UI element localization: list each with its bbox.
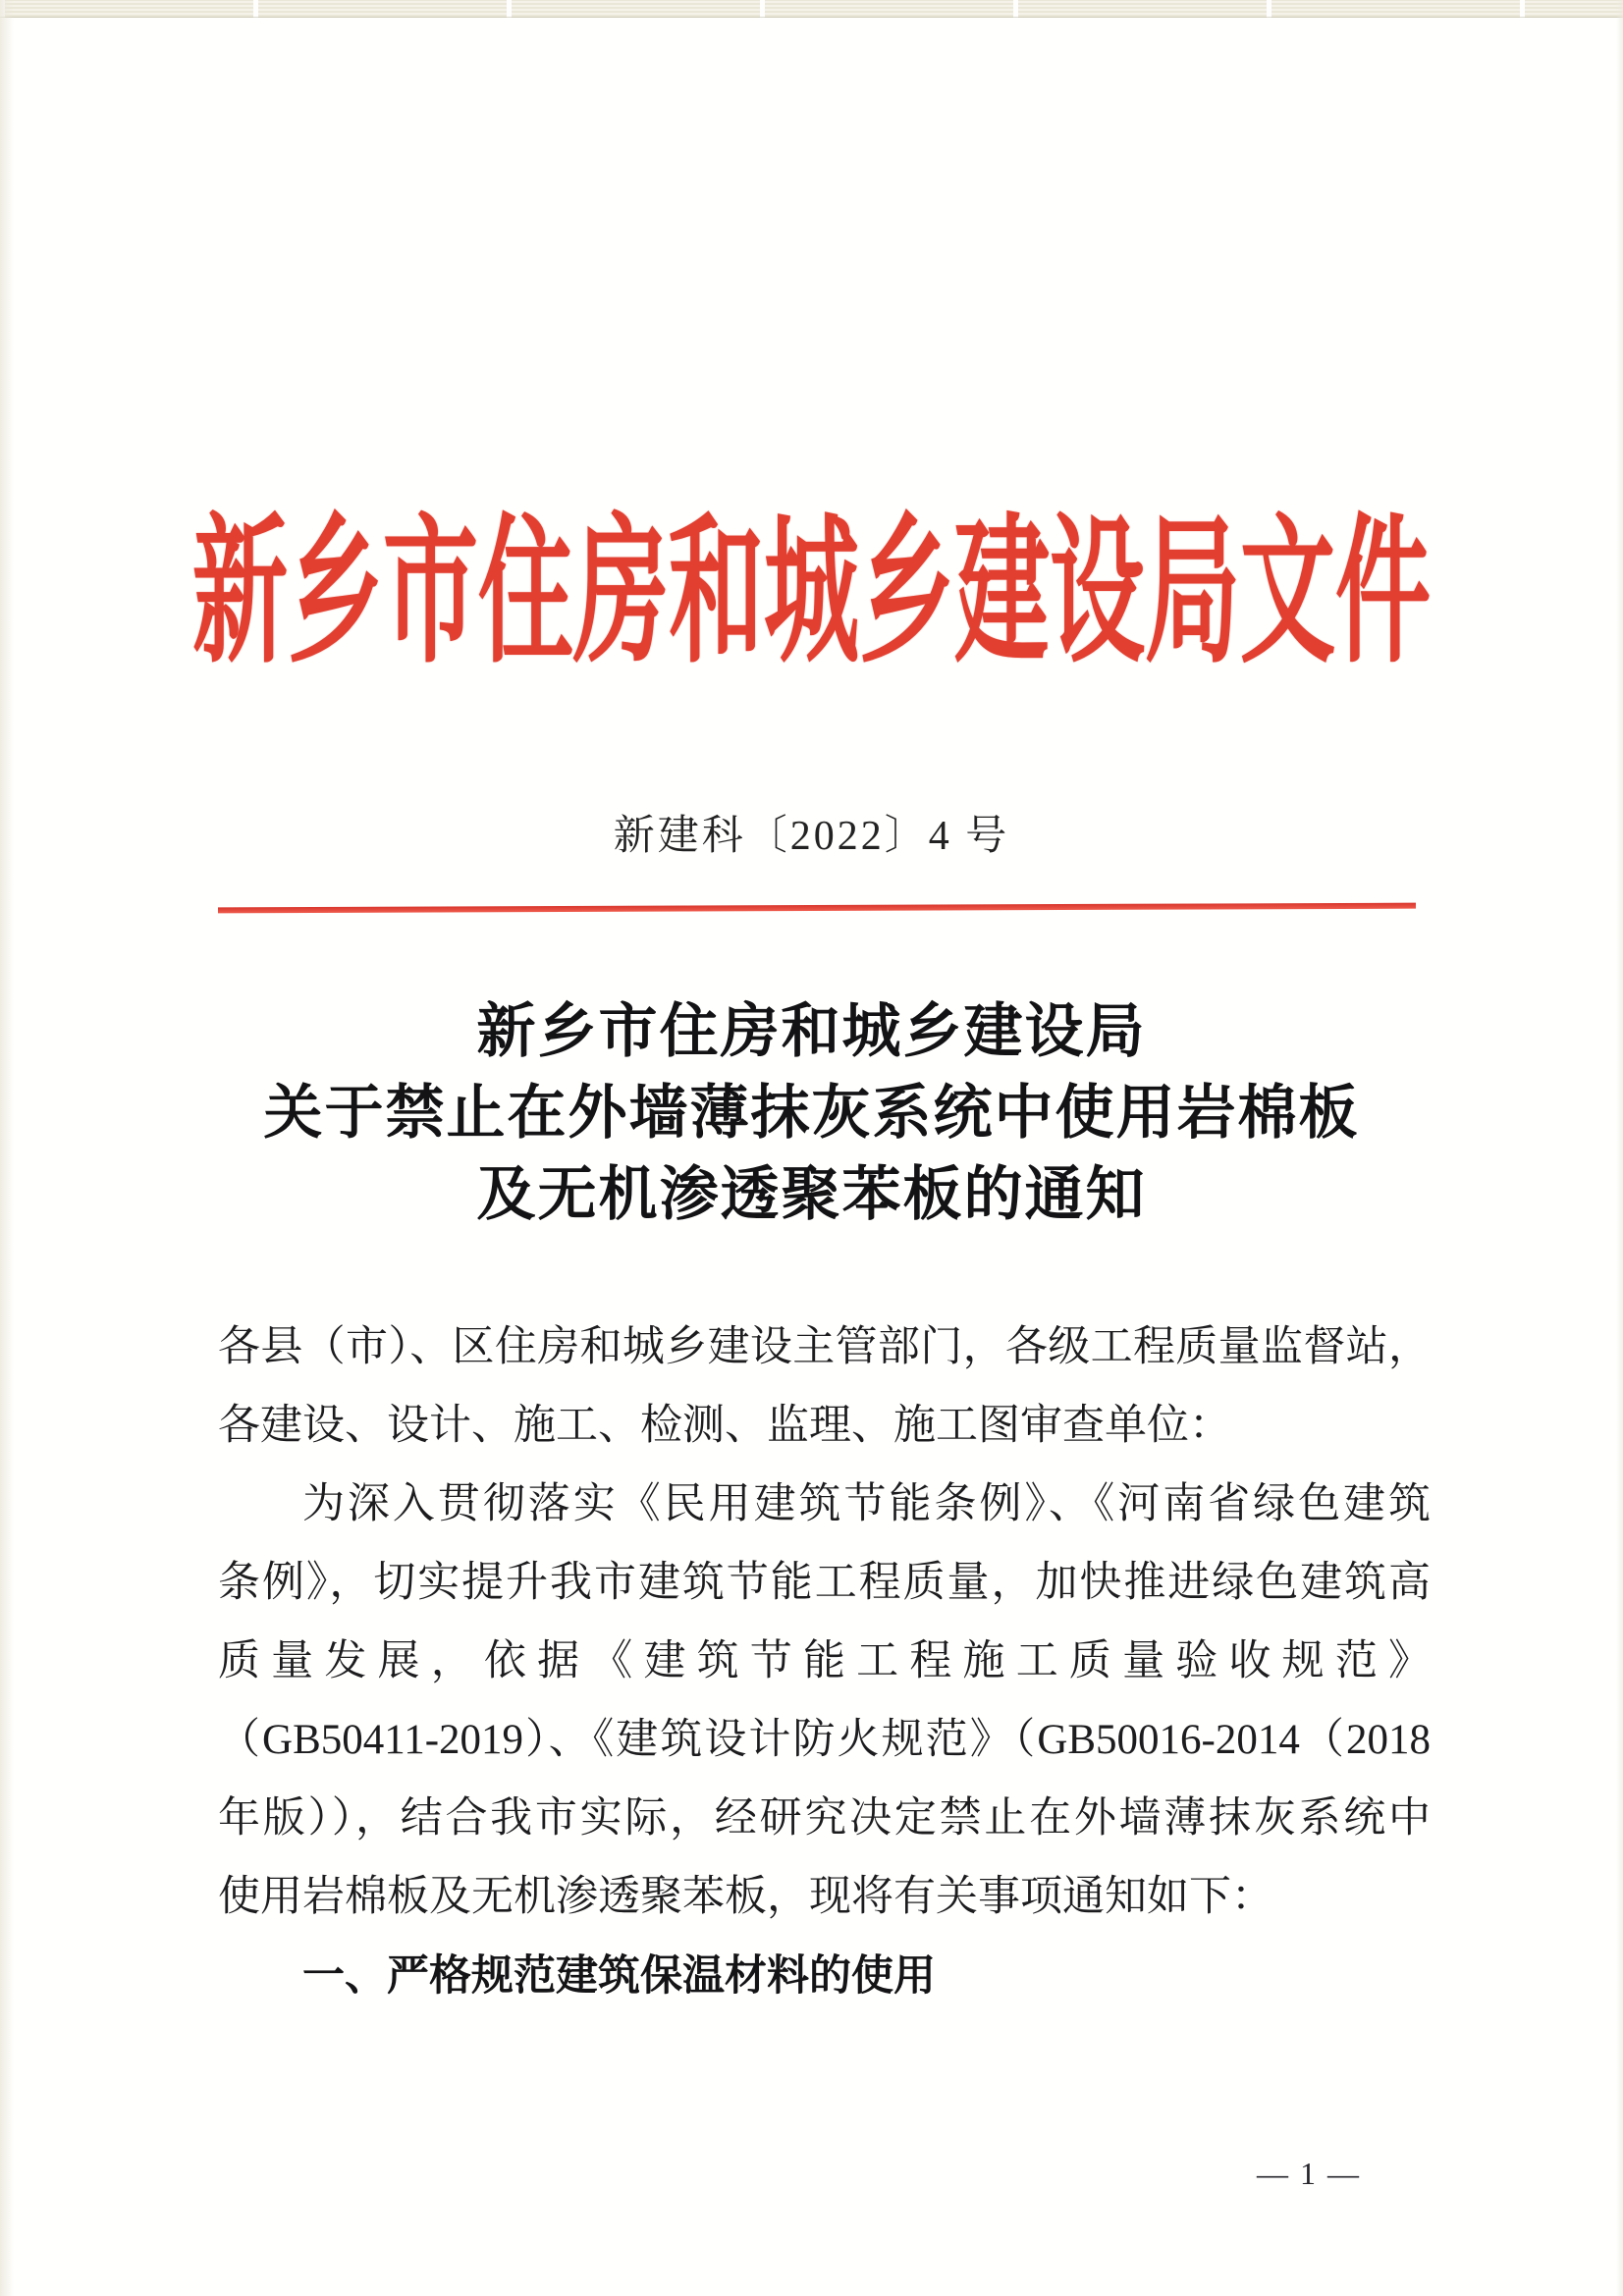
red-separator-rule xyxy=(218,903,1416,914)
title-line-1: 新乡市住房和城乡建设局 xyxy=(476,999,1147,1064)
recipient-line-2: 各建设、设计、施工、检测、监理、施工图审查单位： xyxy=(218,1403,1231,1449)
scan-top-edge-artifact xyxy=(0,0,1623,18)
section-heading: 一、严格规范建筑保温材料的使用 xyxy=(302,1952,936,2000)
title-line-3: 及无机渗透聚苯板的通知 xyxy=(476,1162,1147,1227)
paragraph-line-3: 质量发展，依据《建筑节能工程施工质量验收规范》 xyxy=(218,1638,1431,1684)
paragraph-line-2: 条例》，切实提升我市建筑节能工程质量，加快推进绿色建筑高 xyxy=(218,1560,1431,1606)
letterhead xyxy=(0,499,1623,687)
title-line-2: 关于禁止在外墙薄抹灰系统中使用岩棉板 xyxy=(263,1081,1360,1146)
paragraph-line-6: 使用岩棉板及无机渗透聚苯板，现将有关事项通知如下： xyxy=(218,1874,1273,1920)
document-number: 新建科〔2022〕4 号 xyxy=(613,814,1010,859)
document-body xyxy=(218,1308,1431,2015)
document-title xyxy=(0,991,1623,1236)
paragraph-line-4: （GB50411-2019）、《建筑设计防火规范》（GB50016-2014（2018 xyxy=(218,1717,1431,1763)
agency-header-title: 新乡市住房和城乡建设局文件 xyxy=(192,505,1431,681)
page-number: — 1 — xyxy=(1257,2156,1361,2191)
recipient-line-1: 各县（市）、区住房和城乡建设主管部门，各级工程质量监督站， xyxy=(218,1324,1431,1370)
paragraph-line-5: 年版）），结合我市实际，经研究决定禁止在外墙薄抹灰系统中 xyxy=(218,1795,1431,1842)
paragraph-line-1: 为深入贯彻落实《民用建筑节能条例》、《河南省绿色建筑 xyxy=(302,1481,1431,1527)
